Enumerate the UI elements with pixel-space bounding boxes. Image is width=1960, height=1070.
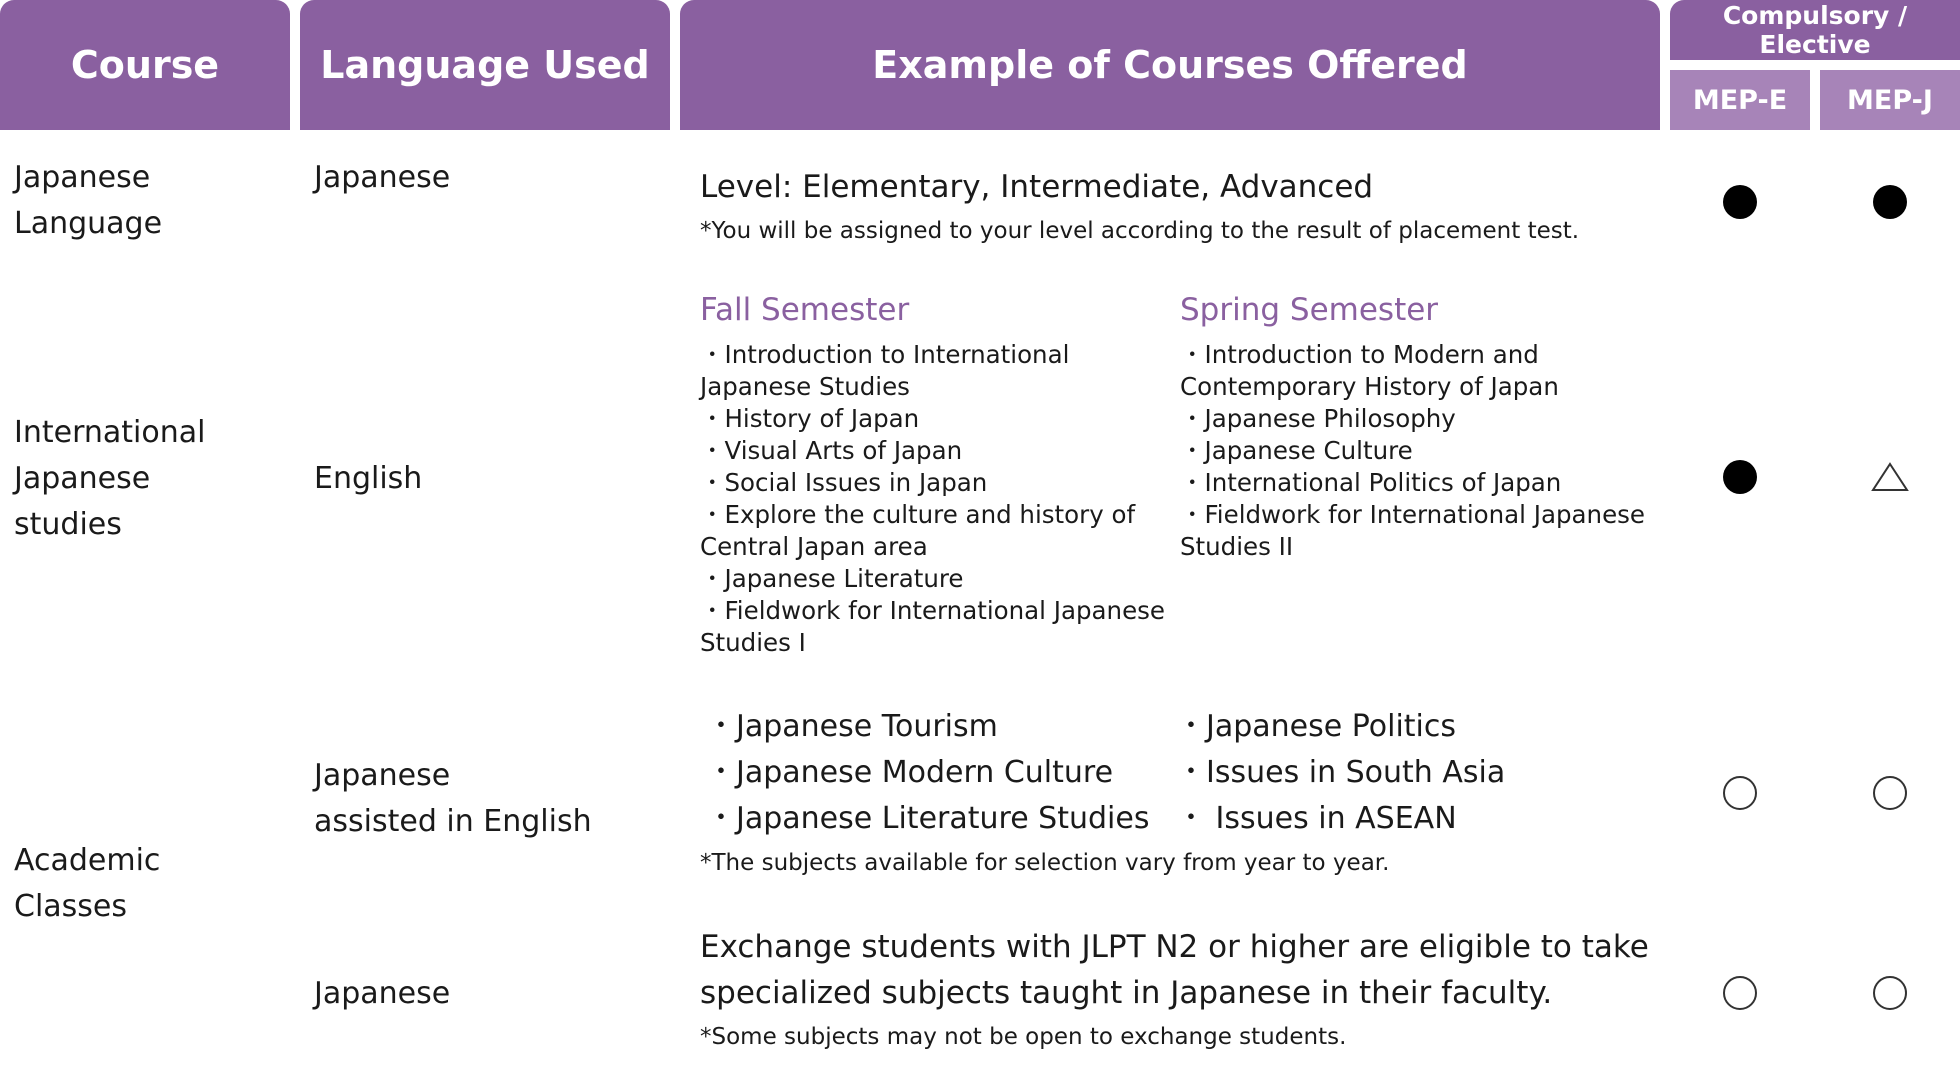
language-assisted-line2: assisted in English (314, 804, 592, 839)
course-international-line3: studies (14, 507, 122, 542)
course-academic-line2: Classes (14, 889, 128, 924)
list-item: Japanese Studies (700, 372, 910, 401)
language-japanese-academic: Japanese (314, 976, 451, 1011)
list-item: ・Japanese Tourism (706, 709, 998, 744)
examples-header: Example of Courses Offered (680, 0, 1660, 130)
course-japanese-language-line2: Language (14, 206, 163, 241)
mep-j-elective-mark (1873, 776, 1907, 810)
jlpt-eligibility-line1: Exchange students with JLPT N2 or higher are eligible to take (700, 929, 1649, 965)
academic-right-list (1176, 704, 1505, 842)
list-item: ・Visual Arts of Japan (700, 436, 963, 465)
list-item: ・Japanese Philosophy (1180, 404, 1456, 433)
list-item: ・History of Japan (700, 404, 920, 433)
list-item: ・Japanese Literature Studies (706, 801, 1150, 836)
mep-j-header: MEP-J (1820, 70, 1960, 130)
language-japanese: Japanese (314, 160, 451, 195)
compulsory-elective-header: Compulsory / Elective (1670, 0, 1960, 60)
language-assisted-line1: Japanese (314, 758, 451, 793)
list-item: ・Japanese Literature (700, 564, 964, 593)
mep-e-required-mark (1723, 185, 1757, 219)
list-item: ・Japanese Culture (1180, 436, 1413, 465)
jlpt-eligibility-line2: specialized subjects taught in Japanese in their faculty. (700, 975, 1553, 1011)
spring-course-list (1180, 339, 1645, 563)
exchange-students-note: *Some subjects may not be open to exchange students. (700, 1024, 1347, 1050)
list-item: ・Japanese Modern Culture (706, 755, 1114, 790)
list-item: ・Issues in South Asia (1176, 755, 1506, 790)
mep-e-required-mark (1723, 460, 1757, 494)
list-item: ・Introduction to International (700, 340, 1070, 369)
fall-course-list (700, 339, 1165, 659)
course-international-line2: Japanese (14, 461, 151, 496)
subjects-vary-note: *The subjects available for selection vary from year to year. (700, 850, 1390, 876)
list-item: ・ Issues in ASEAN (1176, 801, 1457, 836)
list-item: ・Fieldwork for International Japanese (1180, 500, 1645, 529)
language-english: English (314, 461, 423, 496)
mep-j-required-mark (1873, 185, 1907, 219)
placement-note: *You will be assigned to your level according to the result of placement test. (700, 218, 1580, 244)
spring-semester-title: Spring Semester (1180, 292, 1439, 328)
academic-left-list (706, 704, 1149, 842)
list-item: ・Fieldwork for International Japanese (700, 596, 1165, 625)
list-item: Central Japan area (700, 532, 928, 561)
list-item: ・Introduction to Modern and (1180, 340, 1539, 369)
course-japanese-language-line1: Japanese (14, 160, 151, 195)
list-item: Studies II (1180, 532, 1294, 561)
language-used-header: Language Used (300, 0, 670, 130)
list-item: ・Social Issues in Japan (700, 468, 988, 497)
mep-e-header: MEP-E (1670, 70, 1810, 130)
list-item: ・International Politics of Japan (1180, 468, 1562, 497)
list-item: ・Explore the culture and history of (700, 500, 1136, 529)
course-header: Course (0, 0, 290, 130)
mep-e-elective-mark (1723, 776, 1757, 810)
fall-semester-title: Fall Semester (700, 292, 910, 328)
level-text: Level: Elementary, Intermediate, Advanced (700, 169, 1374, 205)
list-item: ・Japanese Politics (1176, 709, 1457, 744)
mep-j-elective-mark (1873, 976, 1907, 1010)
mep-j-partial-triangle-icon (1871, 462, 1909, 492)
course-international-line1: International (14, 415, 206, 450)
course-academic-line1: Academic (14, 843, 161, 878)
list-item: Contemporary History of Japan (1180, 372, 1559, 401)
mep-e-elective-mark (1723, 976, 1757, 1010)
list-item: Studies I (700, 628, 806, 657)
